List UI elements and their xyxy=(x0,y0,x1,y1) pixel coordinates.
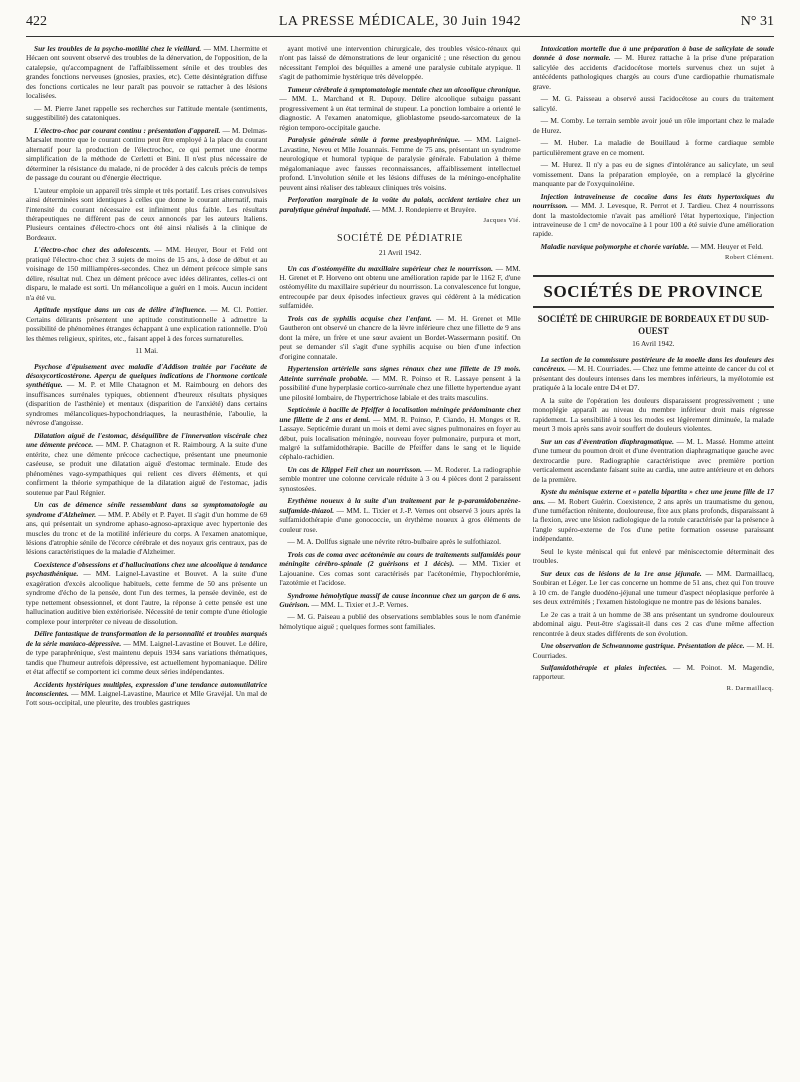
article xyxy=(533,242,774,251)
section-banner: SOCIÉTÉS DE PROVINCE xyxy=(533,275,774,309)
article xyxy=(279,314,520,361)
article xyxy=(279,264,520,311)
signature: Robert Clément. xyxy=(725,254,774,262)
article-title: Injection intraveineuse de cocaïne dans les états hypertoxiques du nourrisson. xyxy=(532,191,774,211)
article xyxy=(533,192,774,239)
article-title: Psychose d'épuisement avec maladie d'Addison traitée par l'acétate de désoxycorticostérone. Aperçu de quelques indications de l'hormone corticale synthétique. xyxy=(26,361,268,390)
society-heading: SOCIÉTÉ DE PÉDIATRIE xyxy=(336,233,463,245)
article-text: L'auteur emploie un appareil très simple et très portatif. Les crises convulsives ainsi déterminées sont identiques à celles que donne le courant alternatif, mais l'intensité du courant nécessaire est infiniment plus faible. Les résultats thérapeutiques ne diffèrent pas de ceux annoncés par les auteurs Italiens. Plusieurs centaines d'électro-chocs ont été ainsi réalisés à la clinique de Bordeaux. xyxy=(26,185,268,242)
article xyxy=(279,135,520,192)
issue-number: N° 31 xyxy=(740,14,774,29)
article xyxy=(279,85,520,132)
article-text: — MM. J. Rondepierre et Bruyère. xyxy=(372,204,477,214)
article-title: Kyste du ménisque externe et « patella bipartita » chez une jeune fille de 17 ans. xyxy=(532,487,774,506)
society-heading: SOCIÉTÉ DE CHIRURGIE DE BORDEAUX ET DU SUD-OUEST xyxy=(537,314,769,336)
section-date: 11 Mai. xyxy=(135,346,159,356)
article-text: — MM. Heuyer, Bour et Feld ont pratiqué l'électro-choc chez 3 sujets de moins de 15 ans, à dose de début et au voisinage de 150 milliampères-secondes. Chez un dément précoce simple sans délire, résultat nul. Chez un dément précoce avec idées délirantes, celles-ci ont disparu, le malade est sorti. Un mélancolique a guéri en 1 mois. Aucun incident n'a été vu. xyxy=(26,245,268,302)
section-date: 21 Avril 1942. xyxy=(378,248,422,258)
article xyxy=(26,245,267,302)
column-2 xyxy=(279,44,520,1074)
article xyxy=(26,126,267,183)
article xyxy=(279,195,520,214)
article xyxy=(533,355,774,393)
article-text: — MM. P. Chatagnon et R. Raimbourg. A la suite d'une entérite, chez une démente précoce cachectique, présentant une pneumonie caséeuse, se produit une dilatation aiguë d'estomac terminale. Etude des phénomènes vago-sympathiques qui relient ces divers éléments, et qui confirment la théorie sympathique de la dilatation aiguë de l'estomac, jadis soutenue par Paul Régnier. xyxy=(26,440,268,497)
article-text: — M. Hurez rattache à la prise d'une préparation salicylée des accidents d'acidocétose mortels survenus chez un sujet à antécédents pathologiques chargés au cours d'une cardiopathie rhumatismale grave. xyxy=(532,53,774,91)
article-text: — M. Delmas-Marsalet montre que le courant continu peut être employé à la place du courant alternatif pour la production de l'électrochoc, ce qui permet une énorme simplification de la méthode de Cerletti et Bini. Il n'est plus nécessaire de déterminer la résistance du malade, ni de procéder à des calculs précis de temps de passage du courant ou d'énergie électrique. xyxy=(26,125,268,183)
journal-title: LA PRESSE MÉDICALE, 30 Juin 1942 xyxy=(278,14,522,29)
article-title: Un cas de Klippel Feil chez un nourrisson. xyxy=(287,464,422,474)
article-text: — MM. P. Abély et P. Payet. Il s'agit d'un homme de 69 ans, qui présentait un syndrome aphaso-agnoso-apraxique avec hypertonie des muscles du tronc et de la motilité inférieure du corps. A l'examen anatomique, lésions d'atrophie sénile de l'écorce cérébrale et des noyaux gris centraux, pas de lésions caractéristiques de la maladie d'Alzheimer. xyxy=(26,509,268,557)
signature: Jacques Vié. xyxy=(483,216,521,224)
article-title: Erythème noueux à la suite d'un traitement par le p-paramidobenzène-sulfamide-thiazol. xyxy=(279,496,521,515)
article xyxy=(279,591,520,610)
article xyxy=(533,44,774,91)
article-text: — MM. Laignel-Lavastine et Bouvet. A la suite d'une exagération d'excès alcoolique habituels, cette femme de 50 ans présente un syndrome d'écho de la pensée, dont l'un des termes, la pensée devinée, est de type nettement obsessionnel, et dont l'autre, la réponse à cette pensée est une hallucination auditive bien extériorisée. Nécessité de tenir compte d'une étiologie complexe pour interpréter ce niveau de dissolution. xyxy=(26,569,268,626)
article-text: — MM. Laignel-Lavastine, Maurice et Mlle Gravéjal. Un mal de l'ott sous-occipital, une pleurite, des troubles gastriques xyxy=(26,689,268,708)
article xyxy=(279,496,520,534)
article-title: Intoxication mortelle due à une préparation à base de salicylate de soude donnée à dose normale. xyxy=(532,44,774,63)
article xyxy=(533,569,774,607)
article-title: Septicémie à bacille de Pfeiffer à localisation méningée prédominante chez une fillette de 2 ans et demi. xyxy=(279,405,521,424)
page-number: 422 xyxy=(26,14,47,29)
section-date: 16 Avril 1942. xyxy=(632,339,675,349)
article-title: Maladie nævique polymorphe et chorée variable. xyxy=(540,241,690,251)
article-text: — MM. H. Grenet et P. Horveno ont obtenu une amélioration rapide par le 1162 F, d'une ostéomyélite du maxillaire supérieur du nourrisson. La convalescence fut longue, entrecoupée par deux épisodes infectieux graves qui cédèrent à la médication sulfamidée. xyxy=(279,263,521,311)
article-title: L'électro-choc par courant continu : présentation d'appareil. xyxy=(34,125,221,135)
article-title: Dilatation aiguë de l'estomac, déséquilibre de l'innervation viscérale chez une démente précoce. xyxy=(26,430,268,450)
article-text: Le 2e cas a trait à un homme de 38 ans présentant un syndrome douloureux abdominal aigu. Peut-être s'agissait-il dans ces 2 cas d'une même affection rencontrée à deux stades différents de son évolution. xyxy=(532,609,774,638)
article-title: Trois cas de coma avec acétonémie au cours de traitements sulfamidés pour méningite cérébro-spinale (2 guérisons et 1 décès). xyxy=(279,549,521,569)
article-title: Sur les troubles de la psycho-motilité chez le vieillard. xyxy=(34,44,202,53)
article-text: — M. H. Courriades. xyxy=(532,641,774,660)
masthead xyxy=(26,12,774,32)
article-text: ayant motivé une intervention chirurgicale, des troubles vésico-rénaux qui n'ont pas laissé de démonstrations de leur organicité ; une résection du genou nécessitant l'emploi des béquilles a amené une paralysie cubitale atypique. Il s'agit de pathomimie hystérique très développée. xyxy=(279,44,521,82)
article-title: Trois cas de syphilis acquise chez l'enfant. xyxy=(287,313,432,323)
article-text: — MM. L. Tixier et J.-P. Vernes. xyxy=(311,600,409,610)
article xyxy=(533,437,774,484)
article xyxy=(26,431,267,497)
article-title: Aptitude mystique dans un cas de délire d'influence. xyxy=(34,305,207,315)
article-title: Une observation de Schwannome gastrique. Présentation de pièce. xyxy=(540,641,745,651)
article xyxy=(26,500,267,557)
article xyxy=(279,550,520,588)
article xyxy=(26,629,267,676)
article-text: — M. H. Grenet et Mlle Gautheron ont observé un chancre de la lèvre inférieure chez une fillette de 9 ans dont la mère, un frère et une sœur avaient un Bordet-Wassermann positif. On peut se demander s'il s'agit d'une syphilis acquise ou bien d'une infection d'origine connatale. xyxy=(279,313,521,361)
article xyxy=(26,362,267,428)
article-text: — M. Cl. Pottier. Certains délirants présentent une aptitude constitutionnelle à admettre la possibilité de phénomènes étranges échappant à une explication rationnelle. D'où les thèmes religieux, spirites, etc., faisant appel à des forces surnaturelles. xyxy=(26,305,268,343)
article-title: Perforation marginale de la voûte du palais, accident tertiaire chez un paralytique général impaludé. xyxy=(279,195,521,214)
article-title: Un cas de démence sénile ressemblant dans sa symptomatologie au syndrome d'Alzheimer. xyxy=(26,500,268,519)
article xyxy=(26,44,267,101)
article-text: Seul le kyste méniscal qui fut enlevé par méniscectomie déterminait des troubles. xyxy=(532,546,774,566)
signature: R. Darmaillacq. xyxy=(726,684,774,692)
article-title: Syndrome hémolytique massif de cause inconnue chez un garçon de 6 ans. Guérison. xyxy=(279,590,521,610)
article-text: — M. P. et Mlle Chatagnon et M. Raimbourg en dehors des insuffisances surrénales typiques, obtiennent d'heureux résultats physiques (disparition de l'asthénie) et mentaux (disparition de l'anxiété) dans certains syndromes mélancoliques-hypochondriaques, la neurasthénie, l'aboulie, la névrose d'angoisse. xyxy=(26,380,268,428)
article-text: — MM. R. Poinso et R. Lassaye pensent à la possibilité d'une hyperplasie cortico-surrénale chez une fillette hypertendue ayant une pilosité lombaire, de l'hypertrichose labiale et des traits masculins. xyxy=(279,373,521,402)
article-title: Sulfamidothérapie et plaies infectées. xyxy=(540,663,667,672)
article-text: — M. A. Dollfus signale une névrite rétro-bulbaire après le sulfothiazol. xyxy=(287,537,501,547)
article-text: — M. Poinot. M. Magendie, rapporteur. xyxy=(532,663,774,682)
article-text: — MM. Laignel-Lavastine, Neveu et Mlle Jouannais. Femme de 75 ans, présentant un syndrome neurologique et humoral typique de paralysie générale. Fabulation à thème mégalomaniaque avec fausses reconnaissances, affaiblissement intellectuel profond. L'involution sénile et les lésions diffuses de la méningo-encéphalite peuvent ainsi réaliser des tableaux cliniques très voisins. xyxy=(279,135,521,192)
article-text: — M. G. Paiseau a publié des observations semblables sous le nom d'anémie hémolytique aiguë ; quelques formes sont familiales. xyxy=(279,612,521,631)
article-title: Accidents hystériques multiples, expression d'une tendance automutilatrice inconscientes. xyxy=(26,679,268,698)
article xyxy=(279,364,520,402)
article-text: — M. L. Massé. Homme atteint d'une tumeur du poumon droit et d'une éventration diaphragmatique gauche avec dextrocardie pure. Radiographie caractéristique avec première portion verticalement ascendante faisant suite au cardia, une autre antérieure et en dehors de la première. xyxy=(532,436,774,484)
article-title: Délire fantastique de transformation de la personnalité et troubles marqués de la série maniaco-dépressive. xyxy=(26,629,268,648)
article-text: — MM. Heuyer et Feld. xyxy=(691,241,763,251)
article-text: — M. Hurez. Il n'y a pas eu de signes d'intolérance au salicylate, un seul vomissement. Dans la préparation employée, on a remplacé la glycérine manquante par de l'oxyquinoléine. xyxy=(532,160,774,189)
article-text: — MM. Laignel-Lavastine et Bouvet. Le délire, de type paraphrénique, s'est maintenu depuis 1934 sans variations thématiques, tandis que l'humeur autrefois dépressive, est actuellement hypomaniaque. Délire et état affectif se comportent ici comme deux séries indépendantes. xyxy=(26,638,268,677)
article-text: — M. H. Courriades. — Chez une femme atteinte de cancer du col et présentant des douleurs intenses dans les membres inférieurs, la myélotomie est pratiquée à la locale entre D4 et D7. xyxy=(532,364,774,393)
article-text: — MM. L. Marchand et R. Dupouy. Délire alcoolique subaigu passant progressivement à un état terminal de stupeur. La ponction lombaire a orienté le diagnostic. A l'examen anatomique, glioblastome pseudo-sarcomateux de la région temporo-occipitale gauche. xyxy=(279,94,521,132)
article-text: — MM. Lhermitte et Hécaen ont souvent observé des troubles de la dénervation, de l'opposition, de la catalepsie, qu'accompagnent de l'affaiblissement sénile et des troubles des grandes fonctions nerveuses (gnosies, praxies, etc). Cette désintégration diffuse des fonctions corticales ne leur paraît pas pouvoir se rattacher à des lésions localisées. xyxy=(26,44,268,101)
article xyxy=(533,641,774,660)
article-text: — M. G. Paisseau a observé aussi l'acidocétose au cours du traitement salicylé. xyxy=(532,94,774,113)
article-text: — M. Comby. Le terrain semble avoir joué un rôle important chez le malade de Hurez. xyxy=(532,116,774,135)
article-text: — M. Huber. La maladie de Bouillaud à forme cardiaque semble particulièrement grave en ce moment. xyxy=(532,138,774,157)
article-text: — MM. R. Poinso, P. Ciando, H. Monges et R. Lassaye. Septicémie durant un mois et demi avec signes pulmonaires en foyer au début, puis localisation méningée, nouveau foyer pulmonaire, purpura et mort, malgré la sulfamidothérapie. Bacille de Pfeiffer dans le sang et le liquide céphalo-rachidien. xyxy=(279,414,521,462)
article xyxy=(533,487,774,544)
article xyxy=(279,465,520,493)
article xyxy=(26,680,267,708)
article-text: — M. Roderer. La radiographie semble montrer une colonne cervicale réduite à 3 ou 4 pièces dont 2 paraissent synostosées. xyxy=(279,464,521,493)
column-3 xyxy=(533,44,774,1074)
article-text: — MM. L. Tixier et J.-P. Vernes ont observé 3 jours après la sulfamidothérapie d'une gonococcie, un érythème noueux à gros éléments de couleur rose. xyxy=(279,505,521,534)
header-rule xyxy=(26,36,774,37)
article xyxy=(26,560,267,626)
article-title: Coexistence d'obsessions et d'hallucinations chez une alcoolique à tendance psychasthénique. xyxy=(26,559,268,579)
article-text: — M. Pierre Janet rappelle ses recherches sur l'attitude mentale (sentiments, suggestibilité) des catatoniques. xyxy=(26,103,268,123)
article-title: Hypertension artérielle sans signes rénaux chez une fillette de 19 mois. Atteinte surrénale probable. xyxy=(279,364,521,383)
article-text: — M. Robert Guérin. Coexistence, 2 ans après un traumatisme du genou, d'une tuméfaction rénitente, douloureuse, fixe aux plans profonds, disparaissant à la flexion, avec une lésion radiologique de la rotule caractérisée par la présence à l'angle supéro-externe de l'os d'une petite formation osseuse paraissant indépendante. xyxy=(532,496,774,544)
article-text: — MM. Tixier et Lajouanine. Ces comas sont caractérisés par l'acétonémie, l'hypochlorémie, l'azotémie et l'acidose. xyxy=(279,559,521,588)
article xyxy=(533,663,774,682)
article-title: L'électro-choc chez des adolescents. xyxy=(34,245,151,255)
article-text: — MM. Darmaillacq, Soubiran et Léger. Le 1er cas concerne un homme de 51 ans, chez qui l'on trouve à 10 cm. de l'angle duodéno-jéjunal une tumeur d'aspect néoplasique perforée à ses deux extrémités ; l'examen histologique ne montre pas de lésions banales. xyxy=(532,568,774,607)
article-title: La section de la commissure postérieure de la moelle dans les douleurs des cancéreux. xyxy=(532,354,774,374)
article-title: Sur deux cas de lésions de la 1re anse jéjunale. xyxy=(540,568,702,578)
article-text: — MM. J. Levesque, R. Perrot et J. Tardieu. Chez 4 nourrissons dont la mastoïdectomie n'avait pas amélioré l'état hypertoxique, l'injection intraveineuse de 1 cm³ de novocaïne à 1 pour 100 a été suivie d'une amélioration rapide. xyxy=(532,201,774,239)
article-text: A la suite de l'opération les douleurs disparaissent progressivement ; une monoplégie apparaît au niveau du membre inférieur droit mais régresse rapidement. La sensibilité à tous les modes est légèrement diminuée, la malade meurt 3 mois après sans avoir souffert de douleurs violentes. xyxy=(532,395,774,434)
article-title: Un cas d'ostéomyélite du maxillaire supérieur chez le nourrisson. xyxy=(287,263,493,273)
article-title: Paralysie générale sénile à forme presbyophrénique. xyxy=(287,135,460,145)
columns xyxy=(26,44,774,1074)
article xyxy=(26,305,267,343)
article-title: Sur un cas d'éventration diaphragmatique. xyxy=(540,436,674,446)
article-title: Tumeur cérébrale à symptomatologie mentale chez un alcoolique chronique. xyxy=(287,84,521,94)
article xyxy=(279,405,520,462)
column-1 xyxy=(26,44,267,1074)
